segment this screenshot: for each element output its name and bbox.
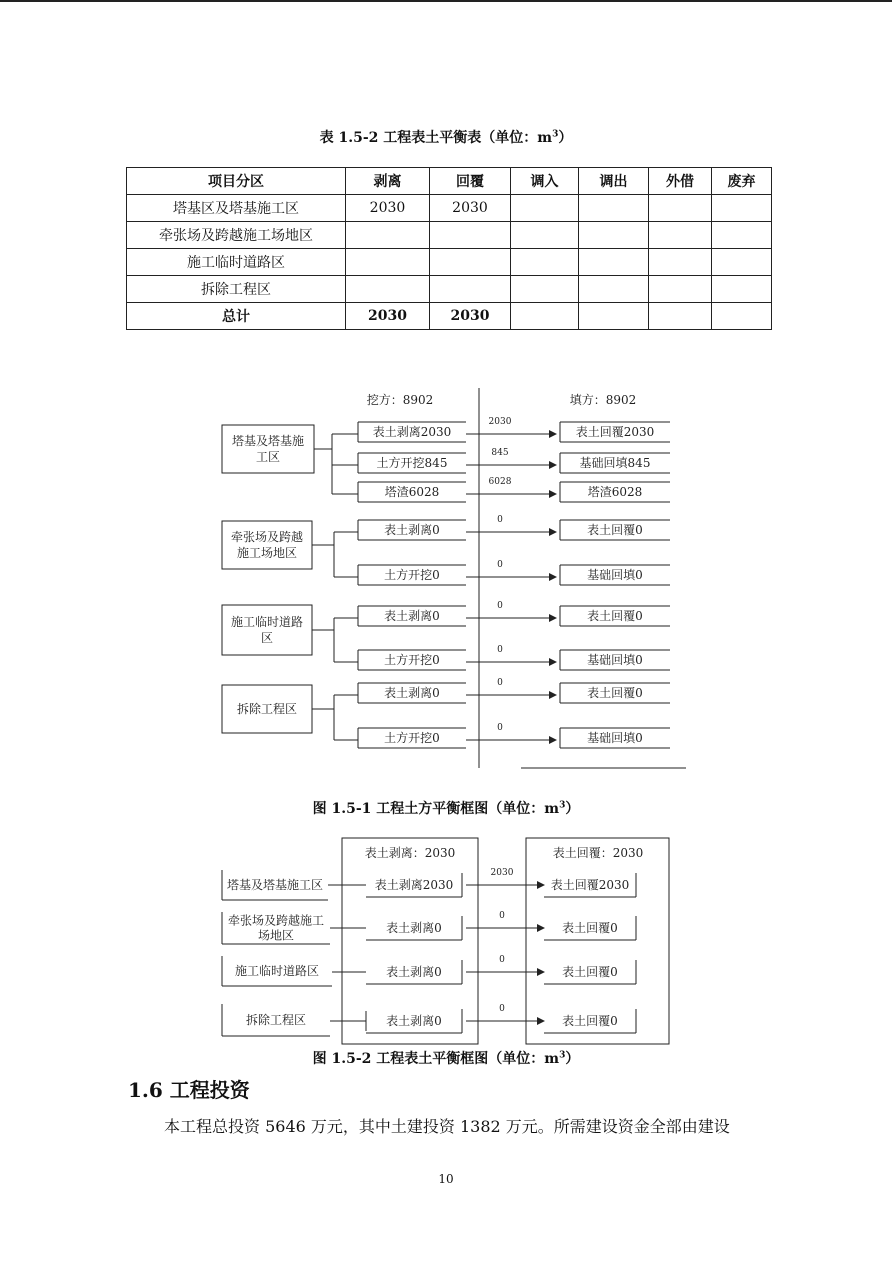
flow-quantity-label: 2030 (488, 417, 512, 427)
header-cell: 剥离 (346, 168, 430, 195)
header-cell: 废弃 (712, 168, 772, 195)
header-cell: 项目分区 (127, 168, 346, 195)
table-caption-sup: 3 (552, 129, 559, 140)
zone-label-text: 工区 (255, 450, 281, 464)
page-number: 10 (438, 1172, 454, 1186)
source-item-label: 土方开挖0 (384, 568, 440, 582)
table-caption-text: 表 1.5-2 工程表土平衡表（单位：m (319, 130, 553, 146)
flow-quantity-label: 0 (497, 723, 503, 733)
table-cell: 2030 (430, 195, 511, 222)
zone-label-text: 场地区 (257, 928, 295, 943)
flow-quantity-label: 0 (497, 601, 503, 611)
source-item-label: 表土剥离2030 (372, 425, 452, 439)
zone-label-text: 牵张场及跨越施工 (227, 913, 325, 928)
flow-quantity-label: 845 (491, 448, 509, 458)
source-item-label: 土方开挖0 (384, 653, 440, 667)
dest-item-label: 表土回覆0 (587, 523, 643, 537)
dest-item-label: 表土回覆0 (562, 921, 618, 935)
zone-label-text: 施工临时道路区 (234, 964, 320, 978)
flow-quantity-label: 0 (497, 515, 503, 525)
zone-label-text: 塔基及塔基施工区 (226, 878, 324, 892)
source-item-label: 表土剥离0 (386, 1014, 442, 1028)
figure-1-caption-sup: 3 (559, 800, 566, 811)
dest-item-label: 塔渣6028 (587, 485, 643, 499)
investment-paragraph: 本工程总投资 5646 万元，其中土建投资 1382 万元。所需建设资金全部由建设 (164, 1117, 730, 1136)
figure-2-caption-end: ） (565, 1051, 580, 1067)
dest-item-label: 基础回填845 (579, 456, 651, 470)
zone-label-box (222, 521, 312, 569)
source-item-label: 表土剥离2030 (374, 878, 454, 892)
table-cell: 施工临时道路区 (127, 249, 346, 276)
zone-label-text: 区 (260, 631, 274, 645)
source-item-label: 塔渣6028 (384, 485, 440, 499)
source-item-label: 土方开挖0 (384, 731, 440, 745)
zone-label-text: 施工场地区 (236, 546, 298, 560)
flow-quantity-label: 0 (499, 955, 505, 965)
figure-1-caption-text: 图 1.5-1 工程土方平衡框图（单位：m (312, 801, 560, 817)
flow-quantity-label: 6028 (488, 477, 512, 487)
dest-item-label: 表土回覆0 (587, 686, 643, 700)
zone-label-text: 施工临时道路 (230, 615, 304, 629)
zone-label-box (222, 425, 314, 473)
flow-quantity-label: 0 (497, 560, 503, 570)
flow-quantity-label: 0 (499, 911, 505, 921)
figure-2-caption-sup: 3 (559, 1050, 566, 1061)
strip-header-label: 表土剥离：2030 (364, 846, 456, 860)
table-caption-end: ） (558, 130, 573, 146)
figure-2-caption (0, 1048, 892, 1068)
table-cell: 总计 (127, 303, 346, 330)
source-item-label: 表土剥离0 (384, 609, 440, 623)
table-cell: 2030 (346, 303, 430, 330)
dest-item-label: 表土回覆0 (587, 609, 643, 623)
dest-item-label: 基础回填0 (587, 731, 643, 745)
flow-quantity-label: 0 (497, 678, 503, 688)
source-item-label: 表土剥离0 (386, 965, 442, 979)
dest-item-label: 表土回覆2030 (575, 425, 655, 439)
header-cell: 调入 (511, 168, 579, 195)
flow-quantity-label: 2030 (490, 868, 514, 878)
header-cell: 外借 (649, 168, 712, 195)
zone-label-box (222, 605, 312, 655)
zone-label-text: 牵张场及跨越 (230, 530, 304, 544)
dest-item-label: 表土回覆0 (562, 1014, 618, 1028)
table-cell: 牵张场及跨越施工场地区 (127, 222, 346, 249)
zone-label-text: 塔基及塔基施 (231, 434, 305, 448)
header-cell: 调出 (579, 168, 649, 195)
source-item-label: 表土剥离0 (384, 686, 440, 700)
table-cell: 2030 (346, 195, 430, 222)
zone-label-text: 拆除工程区 (236, 702, 298, 716)
source-item-label: 土方开挖845 (376, 456, 448, 470)
figure-2-caption-text: 图 1.5-2 工程表土平衡框图（单位：m (312, 1051, 560, 1067)
dest-item-label: 表土回覆0 (562, 965, 618, 979)
dig-header-label: 挖方：8902 (366, 393, 434, 407)
table-cell: 拆除工程区 (127, 276, 346, 303)
dest-item-label: 基础回填0 (587, 653, 643, 667)
table-cell: 2030 (430, 303, 511, 330)
section-heading: 1.6 工程投资 (128, 1078, 250, 1102)
fill-header-label: 填方：8902 (569, 393, 637, 407)
source-item-label: 表土剥离0 (384, 523, 440, 537)
zone-label-text: 拆除工程区 (245, 1013, 307, 1027)
cover-header-label: 表土回覆：2030 (552, 846, 644, 860)
flow-quantity-label: 0 (499, 1004, 505, 1014)
figure-1-caption-end: ） (565, 801, 580, 817)
flow-quantity-label: 0 (497, 645, 503, 655)
dest-item-label: 基础回填0 (587, 568, 643, 582)
dest-item-label: 表土回覆2030 (550, 878, 630, 892)
table-cell: 塔基区及塔基施工区 (127, 195, 346, 222)
source-item-label: 表土剥离0 (386, 921, 442, 935)
figure-1-caption (0, 798, 892, 818)
header-cell: 回覆 (430, 168, 511, 195)
